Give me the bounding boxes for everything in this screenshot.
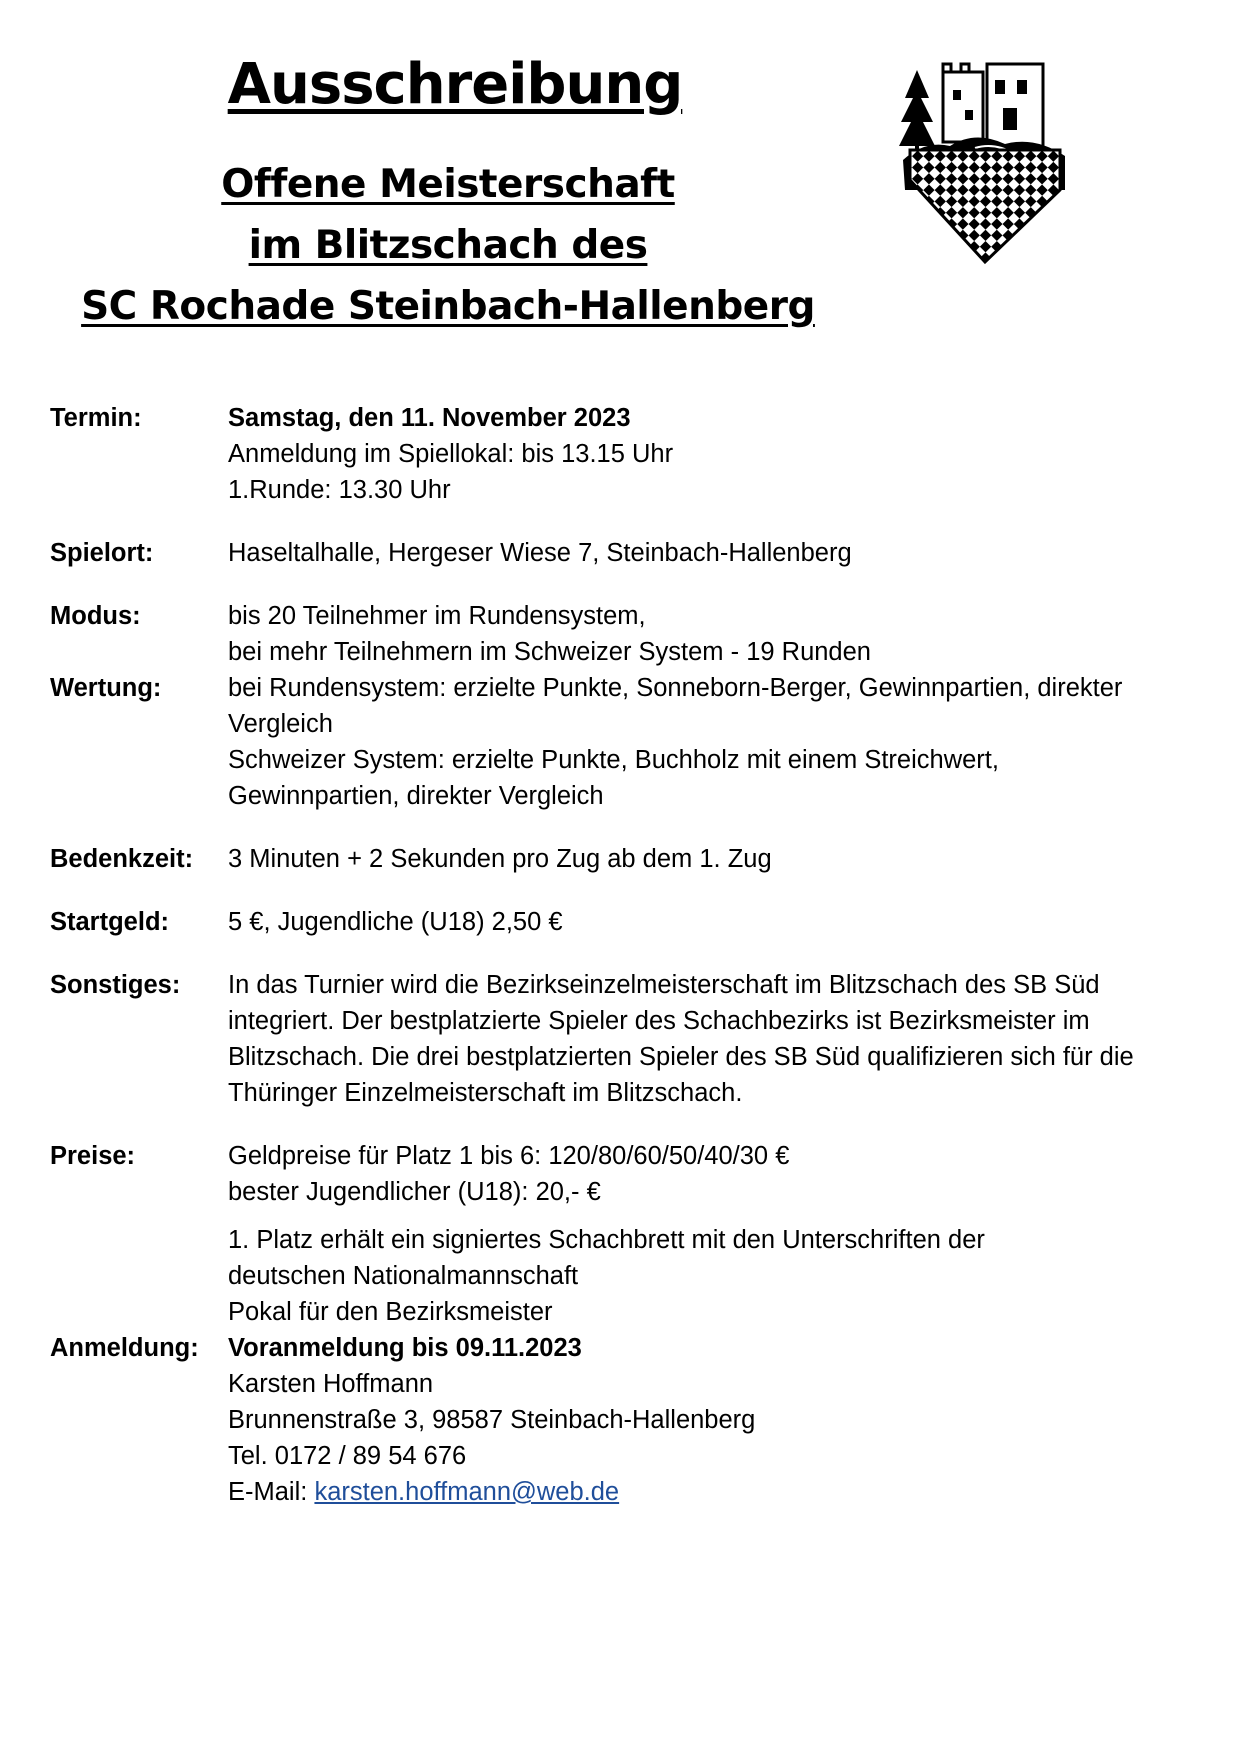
text-line: Geldpreise für Platz 1 bis 6: 120/80/60/50/40/30 € bbox=[228, 1142, 790, 1170]
text-line: Thüringer Einzelmeisterschaft im Blitzschach. bbox=[228, 1079, 743, 1107]
section-sonstiges bbox=[50, 967, 1190, 1111]
text-line: In das Turnier wird die Bezirkseinzelmeisterschaft im Blitzschach des SB Süd bbox=[228, 971, 1100, 999]
text-line: deutschen Nationalmannschaft bbox=[228, 1262, 579, 1290]
text-line: Gewinnpartien, direkter Vergleich bbox=[228, 782, 604, 810]
section-preise bbox=[50, 1138, 1190, 1330]
contact-name: Karsten Hoffmann bbox=[228, 1370, 434, 1398]
section-label: Wertung: bbox=[50, 674, 162, 702]
first-round-time: 1.Runde: 13.30 Uhr bbox=[228, 476, 451, 504]
registration-deadline: Anmeldung im Spiellokal: bis 13.15 Uhr bbox=[228, 440, 674, 468]
section-startgeld bbox=[50, 904, 1190, 940]
subtitle-line: im Blitzschach des bbox=[248, 223, 648, 268]
section-modus bbox=[50, 598, 1190, 670]
section-wertung bbox=[50, 670, 1190, 814]
section-termin bbox=[50, 400, 1190, 508]
subtitle-line: SC Rochade Steinbach-Hallenberg bbox=[81, 284, 815, 329]
email-label: E-Mail: bbox=[228, 1478, 315, 1506]
email-link[interactable]: karsten.hoffmann@web.de bbox=[314, 1478, 620, 1506]
text-line: bei Rundensystem: erzielte Punkte, Sonneborn-Berger, Gewinnpartien, direkter bbox=[228, 674, 1123, 702]
text-line: Vergleich bbox=[228, 710, 333, 738]
section-label: Preise: bbox=[50, 1142, 136, 1170]
text-line: Pokal für den Bezirksmeister bbox=[228, 1298, 553, 1326]
contact-address: Brunnenstraße 3, 98587 Steinbach-Hallenberg bbox=[228, 1406, 756, 1434]
subtitle-line: Offene Meisterschaft bbox=[221, 162, 675, 207]
section-label: Modus: bbox=[50, 602, 141, 630]
section-anmeldung bbox=[50, 1330, 1190, 1510]
contact-phone: Tel. 0172 / 89 54 676 bbox=[228, 1442, 467, 1470]
text-line: bis 20 Teilnehmer im Rundensystem, bbox=[228, 602, 646, 630]
event-date: Samstag, den 11. November 2023 bbox=[228, 404, 631, 432]
text-line: integriert. Der bestplatzierte Spieler des Schachbezirks ist Bezirksmeister im bbox=[228, 1007, 1090, 1035]
section-label: Anmeldung: bbox=[50, 1334, 199, 1362]
section-label: Bedenkzeit: bbox=[50, 845, 194, 873]
text-line: 5 €, Jugendliche (U18) 2,50 € bbox=[228, 908, 563, 936]
page-title: Ausschreibung bbox=[227, 52, 683, 117]
text-line: 1. Platz erhält ein signiertes Schachbrett mit den Unterschriften der bbox=[228, 1226, 985, 1254]
text-line: bei mehr Teilnehmern im Schweizer System - 19 Runden bbox=[228, 638, 871, 666]
section-label: Startgeld: bbox=[50, 908, 170, 936]
venue-address: Haseltalhalle, Hergeser Wiese 7, Steinbach-Hallenberg bbox=[228, 539, 852, 567]
section-spielort bbox=[50, 535, 1190, 571]
text-line: Blitzschach. Die drei bestplatzierten Spieler des SB Süd qualifizieren sich für die bbox=[228, 1043, 1134, 1071]
text-line: Schweizer System: erzielte Punkte, Buchholz mit einem Streichwert, bbox=[228, 746, 999, 774]
text-line: bester Jugendlicher (U18): 20,- € bbox=[228, 1178, 601, 1206]
tender-details bbox=[50, 400, 1190, 1510]
preregistration-deadline: Voranmeldung bis 09.11.2023 bbox=[228, 1334, 582, 1362]
section-label: Spielort: bbox=[50, 539, 154, 567]
text-line: 3 Minuten + 2 Sekunden pro Zug ab dem 1. Zug bbox=[228, 845, 772, 873]
section-label: Termin: bbox=[50, 404, 142, 432]
page-subtitle bbox=[0, 154, 896, 337]
club-crest-icon bbox=[895, 60, 1075, 266]
section-label: Sonstiges: bbox=[50, 971, 181, 999]
section-bedenkzeit bbox=[50, 841, 1190, 877]
contact-email-line bbox=[228, 1474, 1190, 1510]
